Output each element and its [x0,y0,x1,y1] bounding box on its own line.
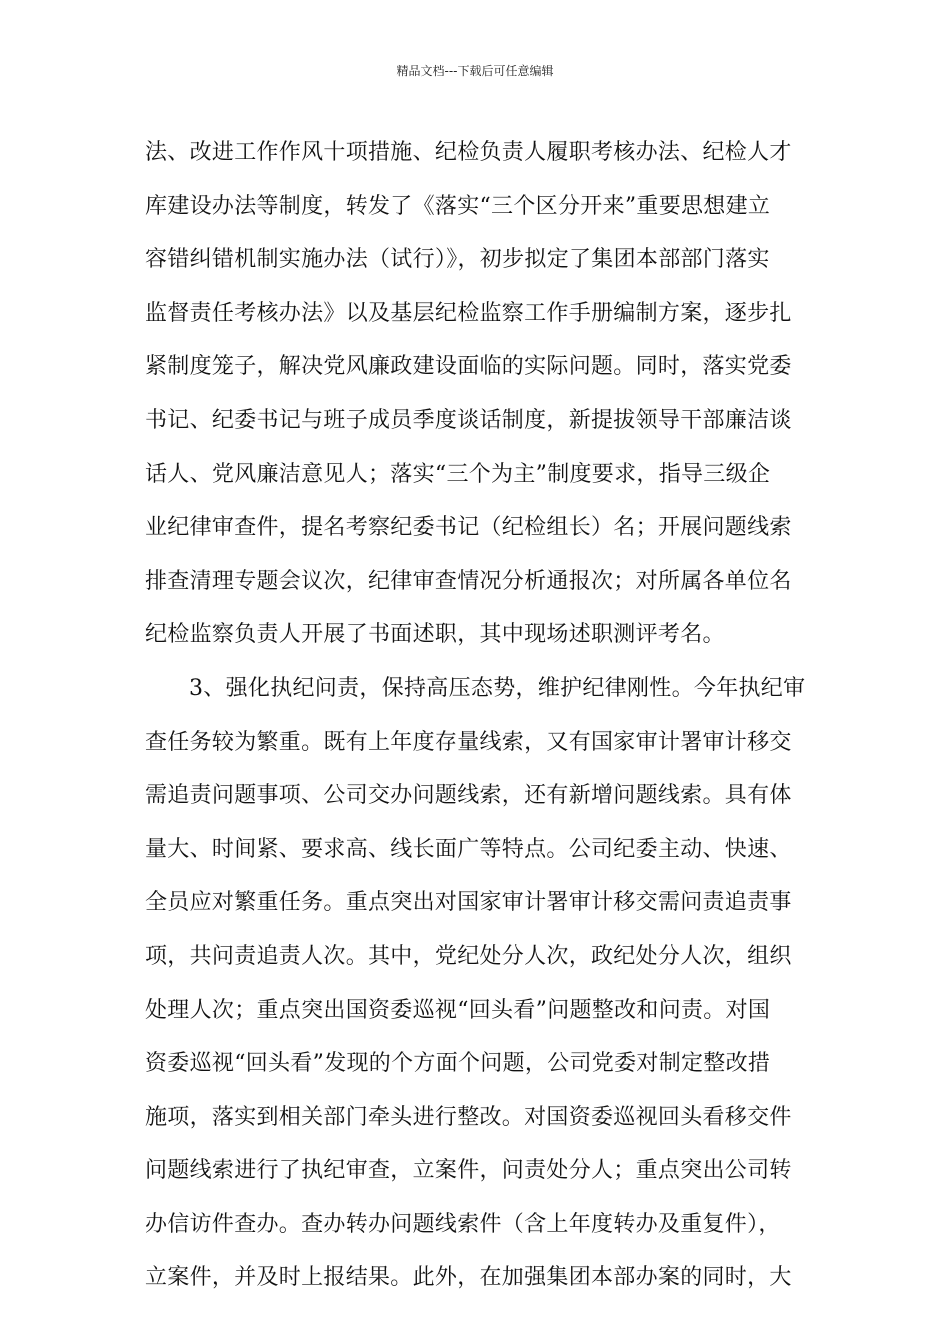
document-body [145,126,810,1305]
text-line: 排查清理专题会议次，纪律审查情况分析通报次；对所属各单位名 [145,568,792,594]
text-line: 容错纠错机制实施办法（试行）》，初步拟定了集团本部部门落实 [145,247,770,273]
text-line: 问题线索进行了执纪审查，立案件，问责处分人；重点突出公司转 [145,1158,792,1184]
text-line: 需追责问题事项、公司交办问题线索，还有新增问题线索。具有体 [145,783,792,809]
text-line: 监督责任考核办法》以及基层纪检监察工作手册编制方案，逐步扎 [145,300,792,326]
text-line: 项，共问责追责人次。其中，党纪处分人次，政纪处分人次，组织 [145,943,792,969]
text-line: 法、改进工作作风十项措施、纪检负责人履职考核办法、纪检人才 [145,140,792,165]
text-line: 立案件，并及时上报结果。此外，在加强集团本部办案的同时，大 [145,1265,792,1291]
text-line: 书记、纪委书记与班子成员季度谈话制度，新提拔领导干部廉洁谈 [145,407,792,433]
text-line: 办信访件查办。查办转办问题线索件（含上年度转办及重复件）， [145,1211,781,1237]
text-line: 量大、时间紧、要求高、线长面广等特点。公司纪委主动、快速、 [145,836,792,862]
text-line: 查任务较为繁重。既有上年度存量线索，又有国家审计署审计移交 [145,729,792,755]
text-line: 全员应对繁重任务。重点突出对国家审计署审计移交需问责追责事 [145,890,792,916]
text-line: 业纪律审查件，提名考察纪委书记（纪检组长）名；开展问题线索 [145,515,792,541]
text-line: 资委巡视“回头看”发现的个方面个问题，公司党委对制定整改措 [145,1051,771,1077]
text-line: 紧制度笼子，解决党风廉政建设面临的实际问题。同时，落实党委 [145,354,792,380]
text-line: 纪检监察负责人开展了书面述职，其中现场述职测评考名。 [145,622,725,648]
text-line: 话人、党风廉洁意见人；落实“三个为主”制度要求，指导三级企 [145,461,771,487]
text-line: 处理人次；重点突出国资委巡视“回头看”问题整改和问责。对国 [145,997,771,1023]
page-header: 精品文档---下载后可任意编辑 [396,64,554,78]
text-line: 施项，落实到相关部门牵头进行整改。对国资委巡视回头看移交件 [145,1104,792,1130]
text-line: 库建设办法等制度，转发了《落实“三个区分开来”重要思想建立 [145,193,771,219]
section-heading-line: 3、强化执纪问责，保持高压态势，维护纪律刚性。今年执纪审 [189,675,806,701]
